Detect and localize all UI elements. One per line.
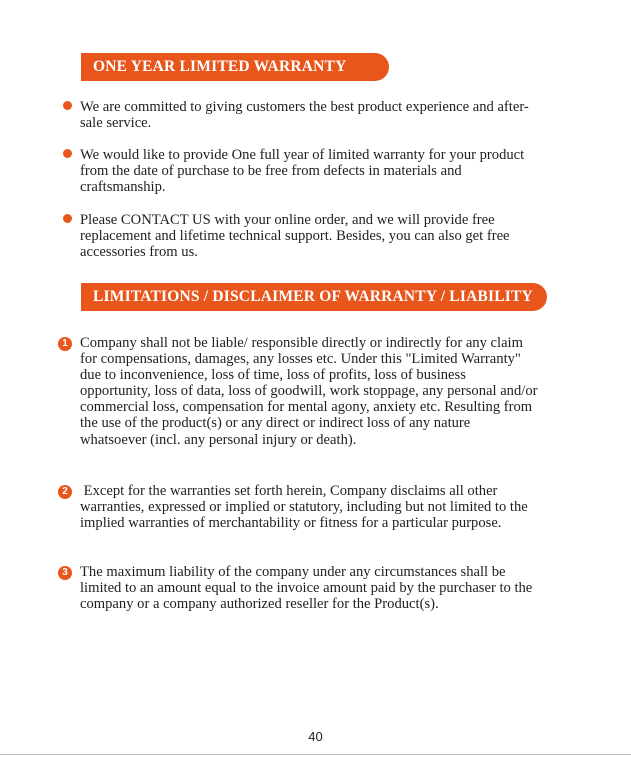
warranty-bullet-2: We would like to provide One full year of limited warranty for your product from the date of purchase to be free from defects in materials and craftsmanship. [80, 147, 525, 196]
number-badge-1: 1 [58, 337, 72, 351]
warranty-bullet-1: We are committed to giving customers the best product experience and after-sale service. [80, 99, 529, 132]
limitation-item-1: Company shall not be liable/ responsible directly or indirectly for any claim for compensations, damages, any losses etc. Under this "Limited Warranty" due to inconvenience, loss of time, loss of profits, loss of business opportunity, loss of data, loss of goodwill, work stoppage, any personal and/or commercial loss, compensation for mental agony, anxiety etc. Resulting from the use of the product(s) or any direct or indirect loss of any nature whatsoever (incl. any personal injury or death). [80, 335, 538, 448]
number-badge-2: 2 [58, 485, 72, 499]
limitation-item-3: The maximum liability of the company under any circumstances shall be limited to an amount equal to the invoice amount paid by the purchaser to the company or a company authorized reseller for the Product(s). [80, 564, 533, 613]
limitations-heading: LIMITATIONS / DISCLAIMER OF WARRANTY / LIABILITY [81, 283, 547, 311]
number-badge-3: 3 [58, 566, 72, 580]
bottom-divider [0, 754, 631, 755]
bullet-dot [63, 149, 72, 158]
warranty-bullet-3: Please CONTACT US with your online order, and we will provide free replacement and lifetime technical support. Besides, you can also get free accessories from us. [80, 212, 510, 261]
warranty-heading: ONE YEAR LIMITED WARRANTY [81, 53, 389, 81]
page-number: 40 [308, 729, 323, 744]
limitation-item-2: Except for the warranties set forth herein, Company disclaims all other warranties, expressed or implied or statutory, including but not limited to the implied warranties of merchantability or fitness for a particular purpose. [80, 483, 532, 532]
bullet-dot [63, 101, 72, 110]
bullet-dot [63, 214, 72, 223]
